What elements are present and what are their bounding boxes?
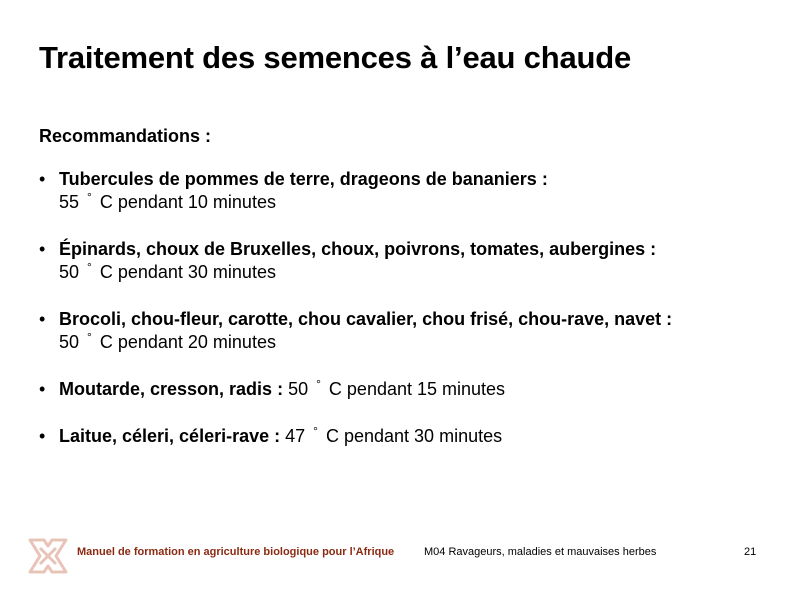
bullet: • <box>39 379 46 399</box>
page-number: 21 <box>744 546 757 558</box>
bullet: • <box>39 426 46 446</box>
bullet: • <box>39 169 46 189</box>
duration-text: C pendant 10 minutes <box>99 192 276 212</box>
duration-text: C pendant 30 minutes <box>325 426 503 446</box>
recommendation-list <box>39 168 779 472</box>
slide-title: Traitement des semences à l’eau chaude <box>39 40 632 75</box>
logo-icon <box>26 534 70 578</box>
degree-symbol: ° <box>87 330 92 344</box>
degree-symbol: ° <box>87 190 92 204</box>
bullet: • <box>39 309 46 329</box>
list-item <box>39 425 779 450</box>
temperature-value: 50 <box>288 379 309 399</box>
list-item <box>39 238 779 286</box>
duration-text: C pendant 20 minutes <box>99 332 276 352</box>
list-item <box>39 378 779 403</box>
degree-symbol: ° <box>316 377 321 391</box>
bullet: • <box>39 239 46 259</box>
temperature-value: 47 <box>285 426 306 446</box>
temperature-value: 50 <box>59 332 80 352</box>
degree-symbol: ° <box>87 260 92 274</box>
crop-label: Épinards, choux de Bruxelles, choux, poivrons, tomates, aubergines : <box>59 239 657 259</box>
crop-label: Brocoli, chou-fleur, carotte, chou cavalier, chou frisé, chou-rave, navet : <box>59 309 673 329</box>
degree-symbol: ° <box>313 424 318 438</box>
crop-label: Laitue, céleri, céleri-rave : <box>59 426 281 446</box>
temperature-value: 55 <box>59 192 80 212</box>
footer-manual-title: Manuel de formation en agriculture biologique pour l’Afrique <box>77 546 395 558</box>
crop-label: Tubercules de pommes de terre, drageons de bananiers : <box>59 169 548 189</box>
duration-text: C pendant 15 minutes <box>328 379 506 399</box>
list-item <box>39 168 779 216</box>
list-item <box>39 308 779 356</box>
duration-text: C pendant 30 minutes <box>99 262 276 282</box>
footer <box>0 530 800 580</box>
temperature-value: 50 <box>59 262 80 282</box>
crop-label: Moutarde, cresson, radis : <box>59 379 284 399</box>
subheading: Recommandations : <box>39 126 212 146</box>
footer-module-title: M04 Ravageurs, maladies et mauvaises herbes <box>424 546 657 558</box>
